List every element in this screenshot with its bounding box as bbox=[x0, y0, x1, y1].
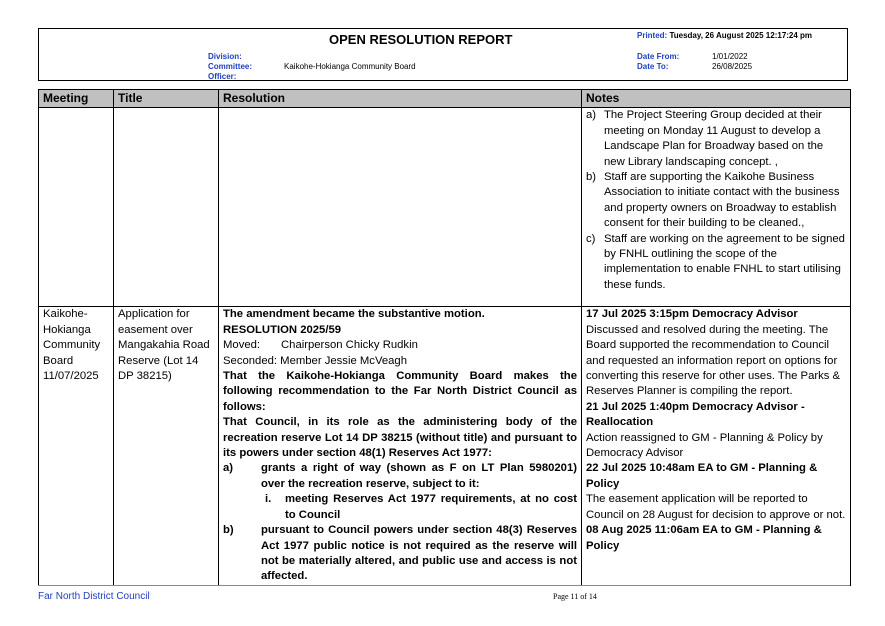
list-item: b) Staff are supporting the Kaikohe Business Association to initiate contact with the business and property owners on Broadway to establish consent for their building to be cleaned., bbox=[586, 171, 840, 230]
meeting-cell: Kaikohe- Hokianga Community Board 11/07/2025 bbox=[39, 307, 114, 585]
resolution-subitem-i: i. meeting Reserves Act 1977 requirements, at no cost to Council bbox=[265, 493, 577, 521]
committee-value: Kaikohe-Hokianga Community Board bbox=[284, 62, 416, 71]
notes-list bbox=[586, 108, 846, 293]
col-header-notes: Notes bbox=[582, 90, 851, 108]
printed-value: Tuesday, 26 August 2025 12:17:24 pm bbox=[669, 31, 813, 40]
col-header-title: Title bbox=[114, 90, 219, 108]
note-body: Action reassigned to GM - Planning & Policy by Democracy Advisor bbox=[586, 431, 823, 460]
resolution-cell bbox=[219, 108, 582, 307]
title-cell: Application for easement over Mangakahia Road Reserve (Lot 14 DP 38215) bbox=[114, 307, 219, 585]
col-header-meeting: Meeting bbox=[39, 90, 114, 108]
page-number: Page 11 of 14 bbox=[553, 592, 597, 601]
col-header-resolution: Resolution bbox=[219, 90, 582, 108]
notes-cell bbox=[582, 108, 851, 307]
moved-line: Moved: Chairperson Chicky Rudkin bbox=[223, 339, 418, 352]
resolution-table bbox=[38, 89, 851, 586]
list-item: c) Staff are working on the agreement to be signed by FNHL outlining the scope of the implementation to enable FNHL to start utilising these funds. bbox=[586, 232, 845, 291]
title-cell bbox=[114, 108, 219, 307]
resolution-item-a: a) grants a right of way (shown as F on LT Plan 5980201) over the recreation reserve, subject to it: bbox=[223, 462, 577, 490]
division-label: Division: bbox=[208, 52, 242, 61]
note-heading: 17 Jul 2025 3:15pm Democracy Advisor bbox=[586, 308, 798, 321]
note-heading: 08 Aug 2025 11:06am EA to GM - Planning & Policy bbox=[586, 524, 822, 552]
footer-divider bbox=[38, 585, 850, 586]
date-to-label: Date To: bbox=[637, 62, 669, 71]
date-to-value: 26/08/2025 bbox=[712, 62, 753, 71]
substantive-motion-text: The amendment became the substantive motion. bbox=[223, 308, 485, 321]
notes-cell bbox=[582, 307, 851, 585]
meeting-cell bbox=[39, 108, 114, 307]
resolution-number: RESOLUTION 2025/59 bbox=[223, 323, 342, 336]
table-row bbox=[39, 108, 851, 307]
note-heading: 21 Jul 2025 1:40pm Democracy Advisor - Reallocation bbox=[586, 400, 805, 429]
printed-label: Printed: bbox=[637, 31, 668, 40]
resolution-cell bbox=[219, 307, 582, 585]
date-from-value: 1/01/2022 bbox=[712, 52, 748, 61]
table-header-row bbox=[39, 90, 851, 108]
committee-label: Committee: bbox=[208, 62, 253, 71]
resolution-para: That the Kaikohe-Hokianga Community Board makes the following recommendation to the Far North District Council as follows: bbox=[223, 370, 577, 413]
note-body: Discussed and resolved during the meeting. The Board supported the recommendation to Council and requested an information report on options for converting this reserve for other uses. The Parks & Reserves Planner is compiling the report. bbox=[586, 323, 841, 398]
seconded-line: Seconded: Member Jessie McVeagh bbox=[223, 354, 407, 367]
report-header bbox=[38, 28, 848, 81]
report-title: OPEN RESOLUTION REPORT bbox=[329, 32, 513, 47]
note-heading: 22 Jul 2025 10:48am EA to GM - Planning & Policy bbox=[586, 462, 818, 490]
list-item: a) The Project Steering Group decided at their meeting on Monday 11 August to develop a Landscape Plan for Broadway based on the new Library landscaping concept. , bbox=[586, 109, 824, 168]
resolution-item-b: b) pursuant to Council powers under section 48(3) Reserves Act 1977 public notice is not required as the reserve will not be materially altered, and public use and access is not affected. bbox=[223, 524, 577, 583]
printed-info bbox=[637, 31, 842, 41]
note-body: The easement application will be reported to Council on 28 August for decision to approve or not. bbox=[586, 493, 846, 521]
footer-organisation: Far North District Council bbox=[38, 591, 150, 602]
date-from-label: Date From: bbox=[637, 52, 680, 61]
officer-label: Officer: bbox=[208, 72, 237, 81]
table-row bbox=[39, 307, 851, 585]
resolution-para: That Council, in its role as the administering body of the recreation reserve Lot 14 DP 38215 (without title) and pursuant to its powers under section 48(1) Reserves Act 1977: bbox=[223, 416, 577, 460]
